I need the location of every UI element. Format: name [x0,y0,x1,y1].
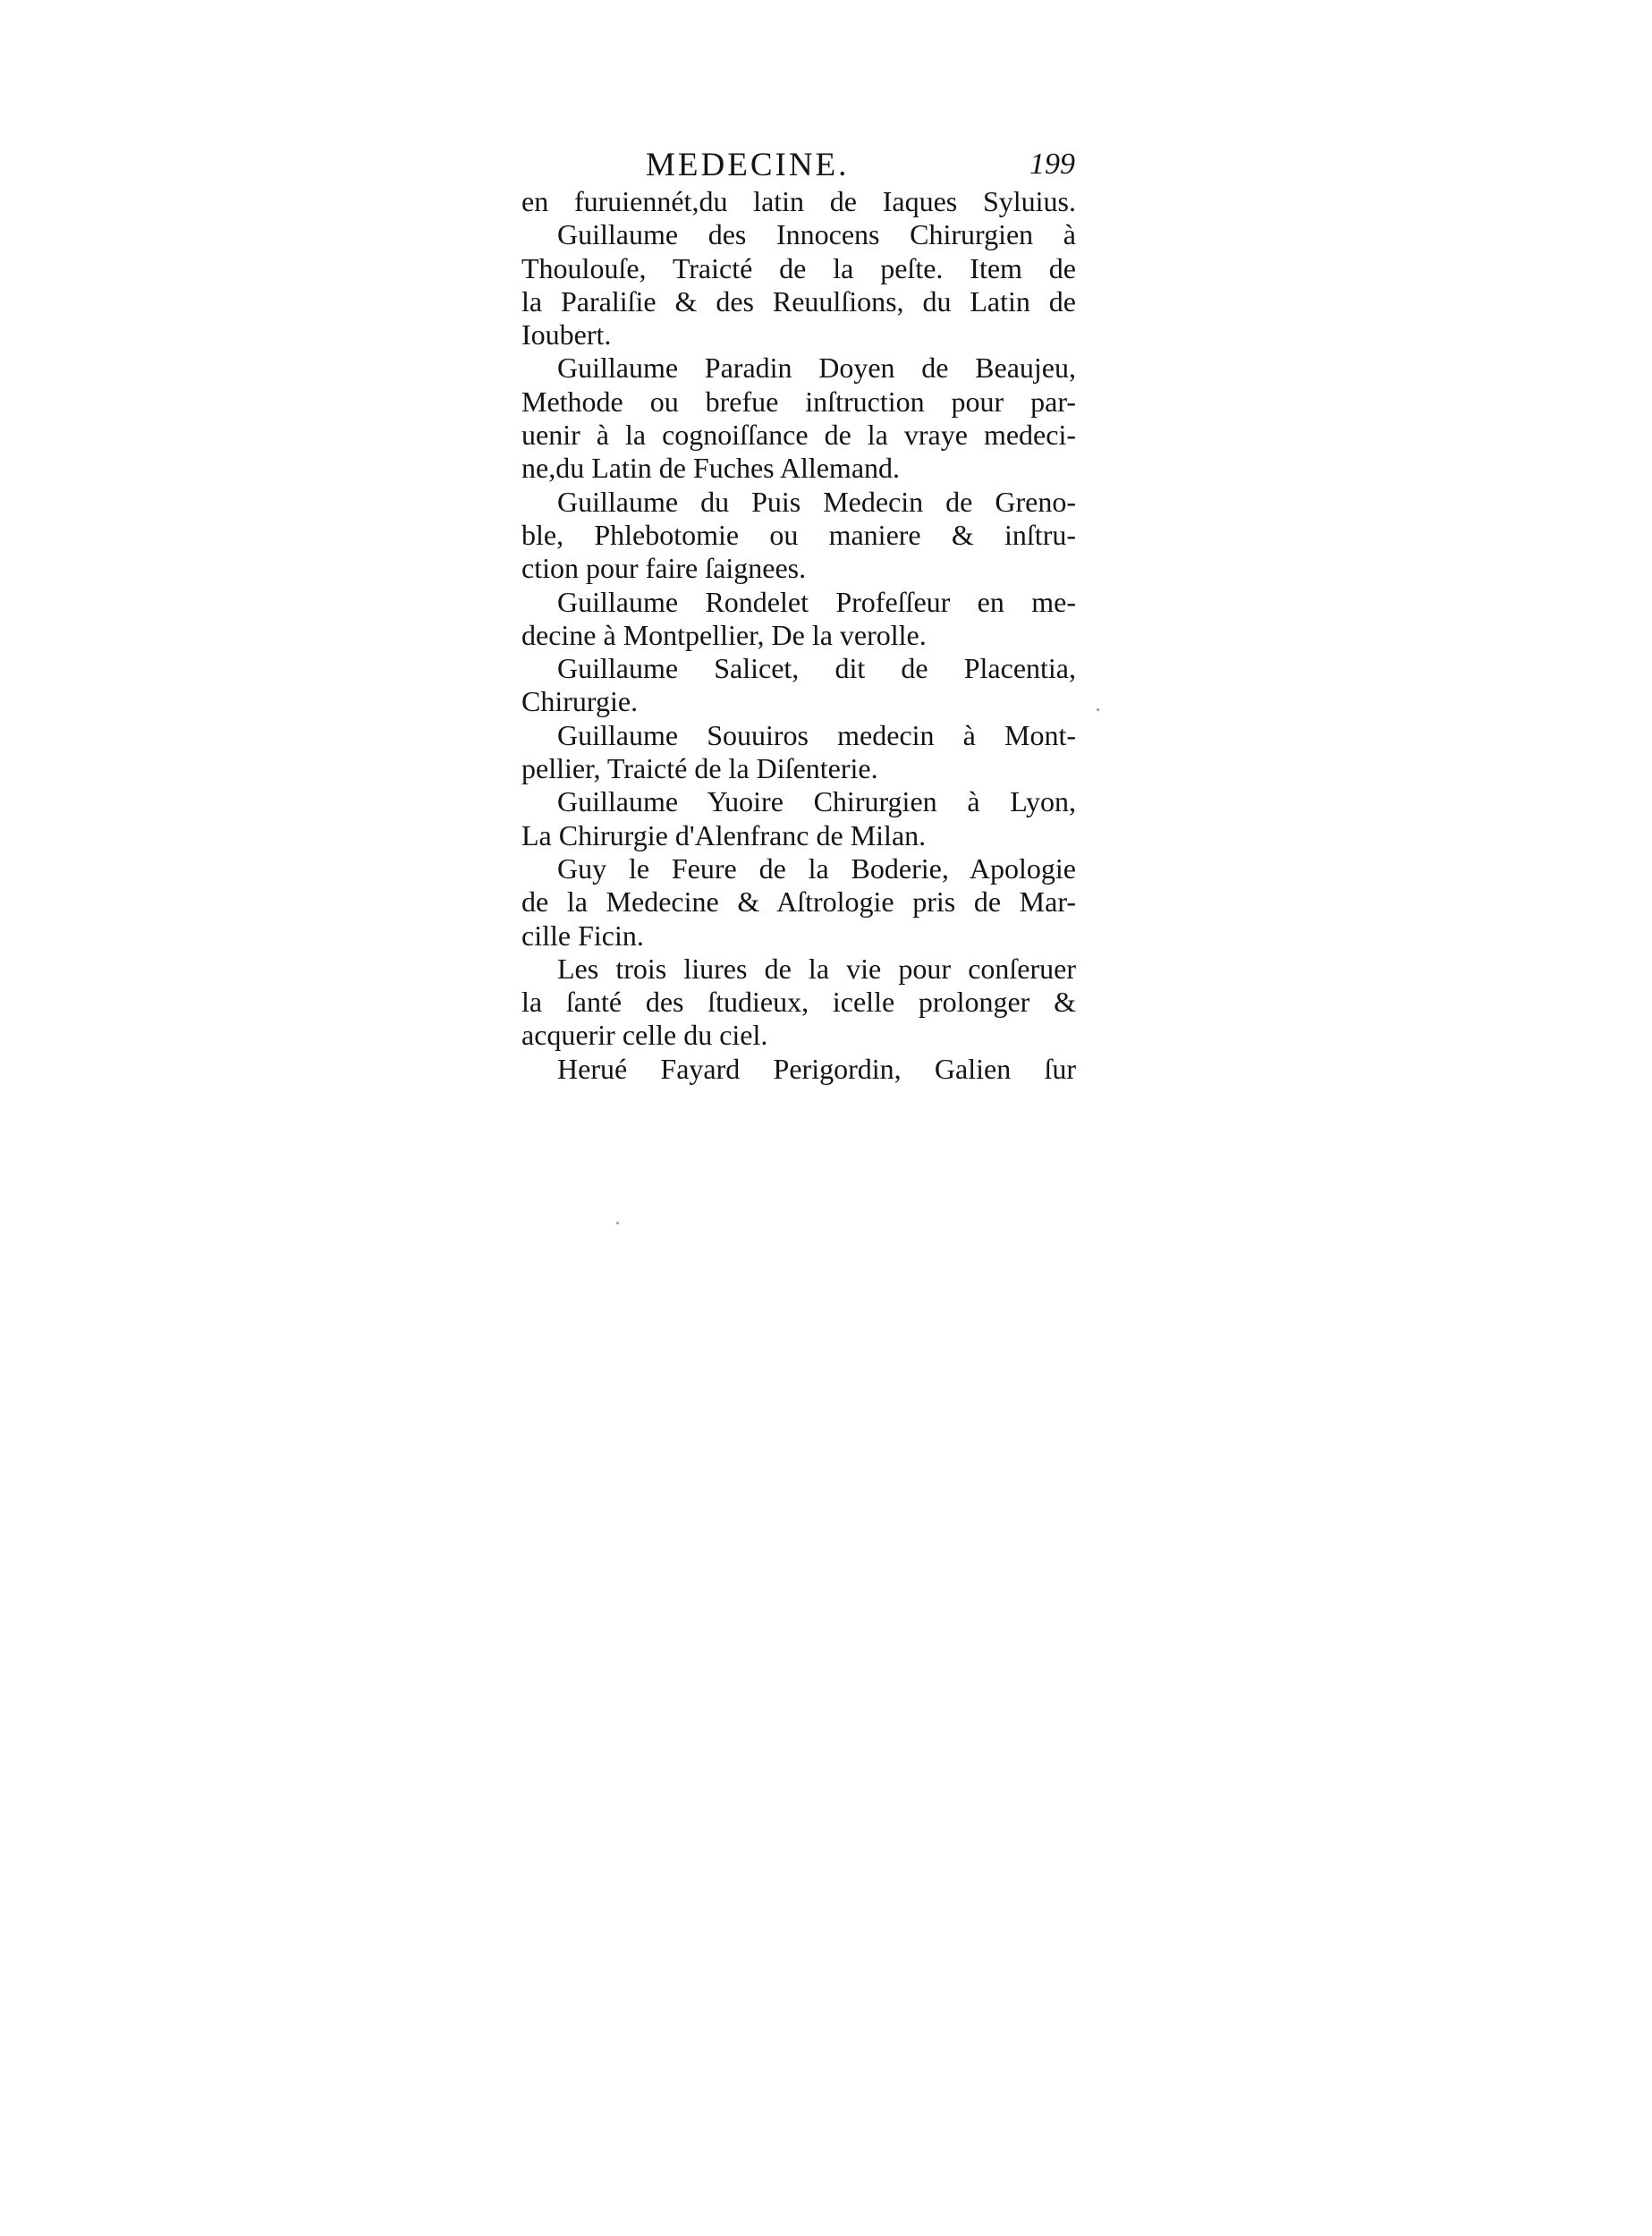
running-head: MEDECINE. [646,147,850,183]
page-number: 199 [1029,148,1075,181]
text-line: Les trois liures de la vie pour conſeruer [557,952,1076,985]
text-line: la ſanté des ſtudieux, icelle prolonger & [521,986,1076,1019]
text-line: Chirurgie. [521,685,639,718]
text-line: Guillaume Paradin Doyen de Beaujeu, [557,351,1076,385]
text-line: decine à Montpellier, De la verolle. [521,618,927,651]
text-line: Thoulouſe, Traicté de la peſte. Item de [521,251,1076,284]
text-line: Ioubert. [521,318,612,351]
text-line: Herué Fayard Perigordin, Galien ſur [557,1052,1076,1085]
text-line: uenir à la cognoiſſance de la vraye medeci- [521,419,1076,452]
text-line: Guillaume Souuiros medecin à Mont- [557,718,1076,751]
text-line: Guillaume Rondelet Profeſſeur en me- [557,585,1076,618]
text-line: de la Medecine & Aſtrologie pris de Mar- [521,885,1076,919]
text-line: ble, Phlebotomie ou maniere & inſtru- [521,518,1076,551]
text-line: Guillaume Yuoire Chirurgien à Lyon, [557,785,1076,818]
paper-speck [616,1222,619,1224]
text-line: ne,du Latin de Fuches Allemand. [521,452,901,485]
text-line: ction pour faire ſaignees. [521,552,807,585]
text-line: Methode ou brefue inſtruction pour par- [521,385,1076,418]
text-line: pellier, Traicté de la Diſenterie. [521,752,878,785]
text-line: La Chirurgie d'Alenfranc de Milan. [521,818,927,851]
text-line: la Paraliſie & des Reuulſions, du Latin de [521,284,1076,318]
text-line: Guillaume du Puis Medecin de Greno- [557,485,1076,518]
text-line: cille Ficin. [521,919,644,952]
text-body [521,185,1076,1086]
text-line: en furuiennét,du latin de Iaques Syluius. [521,185,1076,217]
text-line: Guy le Feure de la Boderie, Apologie [557,851,1076,885]
text-line: Guillaume des Innocens Chirurgien à [557,218,1076,251]
text-line: Guillaume Salicet, dit de Placentia, [557,652,1076,685]
page-header [646,146,1075,182]
paper-speck [1097,708,1099,711]
text-line: acquerir celle du ciel. [521,1019,768,1052]
